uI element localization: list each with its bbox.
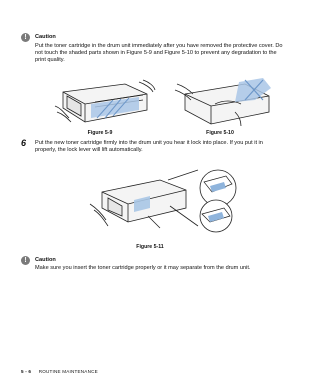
caution-text: Put the toner cartridge in the drum unit immediately after you have removed the protective cover. Do not touch the shaded parts shown in Figure 5-9 and Figure 5-10 to prevent any degradation to the print quality. [35, 43, 283, 64]
page-number: 5 - 6 [21, 369, 32, 374]
caution-text: Make sure you insert the toner cartridge properly or it may separate from the drum unit. [35, 265, 251, 271]
step-text: Put the new toner cartridge firmly into the drum unit you hear it lock into place. If you put it in properly, the lock lever will lift automatically. [35, 140, 263, 154]
figure-caption: Figure 5-10 [206, 130, 234, 136]
caution-title: Caution [35, 257, 56, 263]
section-title: ROUTINE MAINTENANCE [38, 369, 98, 374]
figure-5-9-illustration [55, 78, 155, 126]
step-number: 6 [21, 138, 27, 148]
caution-title: Caution [35, 34, 56, 40]
caution-icon: ! [21, 33, 30, 42]
figure-caption: Figure 5-11 [136, 244, 164, 250]
figure-5-11-illustration [90, 170, 240, 232]
figure-5-10-illustration [175, 74, 275, 128]
footer [21, 369, 98, 374]
caution-icon: ! [21, 256, 30, 265]
figure-caption: Figure 5-9 [87, 130, 113, 136]
